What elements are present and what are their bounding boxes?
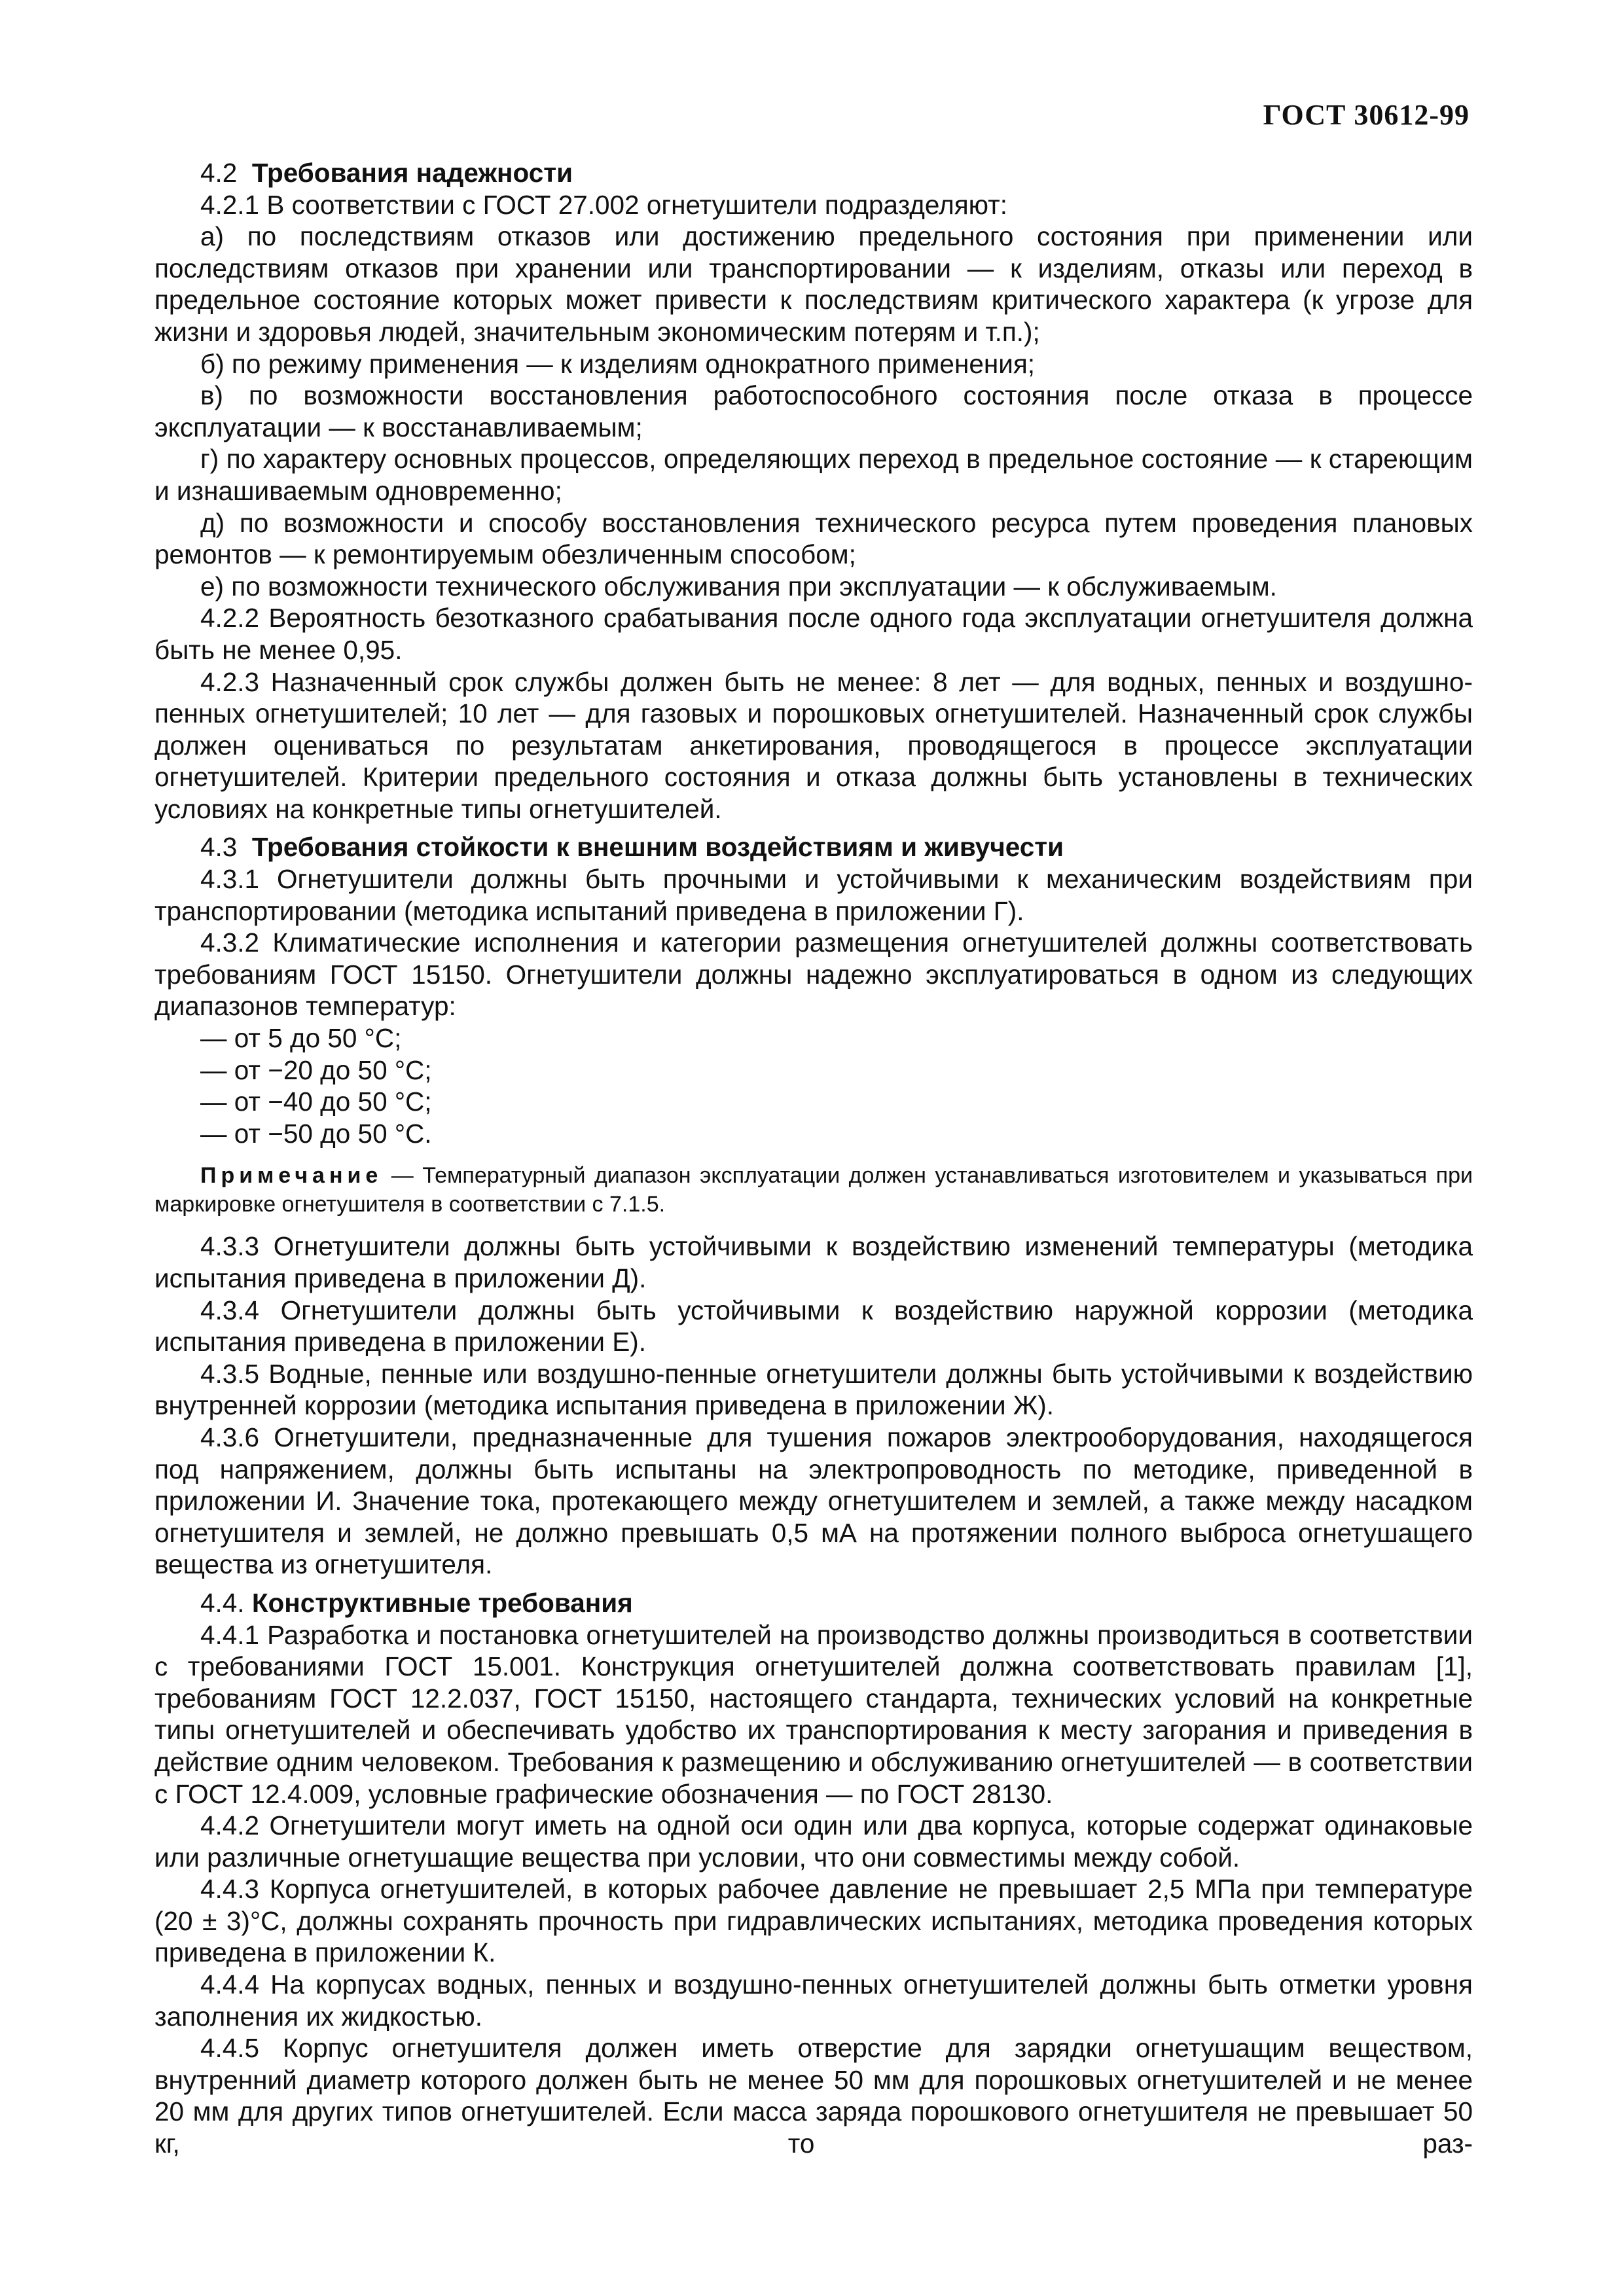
section-number: 4.4.: [200, 1587, 245, 1618]
paragraph-4-3-6: 4.3.6 Огнетушители, предназначенные для тушения пожаров электрооборудования, находящегося под напряжением, должны быть испытаны на электропроводность по методике, приведенной в приложении И. Значение тока, протекающего между огнетушителем и землей, а также между насадком огнетушителя и землей, не должно превышать 0,5 мА на протяжении полного выброса огнетушащего вещества из огнетушителя.: [154, 1422, 1473, 1580]
paragraph-4-2-1: 4.2.1 В соответствии с ГОСТ 27.002 огнетушители подразделяют:: [200, 189, 1007, 220]
paragraph-4-2-2: 4.2.2 Вероятность безотказного срабатывания после одного года эксплуатации огнетушителя должна быть не менее 0,95.: [154, 603, 1473, 665]
section-heading-4-4: [154, 1587, 1473, 1619]
standard-code-header: ГОСТ 30612-99: [1263, 99, 1470, 131]
paragraph-4-4-1: 4.4.1 Разработка и постановка огнетушителей на производство должны производиться в соответствии с требованиями ГОСТ 15.001. Конструкция огнетушителей должна соответствовать правилам [1], требованиям ГОСТ 12.2.037, ГОСТ 15150, настоящего стандарта, технических условий на конкретные типы огнетушителей и обеспечивать удобство их транспортирования к месту загорания и приведения в действие одним человеком. Требования к размещению и обслуживанию огнетушителей — в соответствии с ГОСТ 12.4.009, условные графические обозначения — по ГОСТ 28130.: [154, 1619, 1473, 1809]
section-title: Конструктивные требования: [251, 1587, 633, 1618]
temperature-range-item: — от 5 до 50 °С;: [200, 1023, 402, 1054]
paragraph-4-4-4: 4.4.4 На корпусах водных, пенных и воздушно-пенных огнетушителей должны быть отметки уровня заполнения их жидкостью.: [154, 1969, 1473, 2032]
note-label: Примечание: [200, 1163, 383, 1189]
paragraph-4-3-5: 4.3.5 Водные, пенные или воздушно-пенные огнетушители должны быть устойчивыми к воздействию внутренней коррозии (методика испытания приведена в приложении Ж).: [154, 1358, 1473, 1421]
list-item-v: в) по возможности восстановления работоспособного состояния после отказа в процессе эксплуатации — к восстанавливаемым;: [154, 380, 1473, 442]
paragraph-4-4-2: 4.4.2 Огнетушители могут иметь на одной оси один или два корпуса, которые содержат одинаковые или различные огнетушащие вещества при условии, что они совместимы между собой.: [154, 1810, 1473, 1873]
paragraph-4-3-1: 4.3.1 Огнетушители должны быть прочными и устойчивыми к механическим воздействиям при транспортировании (методика испытаний приведена в приложении Г).: [154, 864, 1473, 926]
paragraph-4-4-3: 4.4.3 Корпуса огнетушителей, в которых рабочее давление не превышает 2,5 МПа при температуре (20 ± 3)°С, должны сохранять прочность при гидравлических испытаниях, методика проведения которых приведена в приложении К.: [154, 1874, 1473, 1968]
section-heading-4-2: [154, 157, 1473, 189]
section-number: 4.2: [200, 158, 238, 188]
paragraph-4-4-5: 4.4.5 Корпус огнетушителя должен иметь отверстие для зарядки огнетушащим веществом, внутренний диаметр которого должен быть не менее 50 мм для порошковых огнетушителей и не менее 20 мм для других типов огнетушителей. Если масса заряда порошкового огнетушителя не превышает 50 кг, то раз-: [154, 2033, 1473, 2159]
list-item-d: д) по возможности и способу восстановления технического ресурса путем проведения плановых ремонтов — к ремонтируемым обезличенным способом;: [154, 507, 1473, 570]
list-item-b: б) по режиму применения — к изделиям однократного применения;: [200, 348, 1036, 379]
section-number: 4.3: [200, 832, 238, 863]
list-item-a: а) по последствиям отказов или достижению предельного состояния при применении или последствиям отказов при хранении или транспортировании — к изделиям, отказы или переход в предельное состояние которых может привести к последствиям критического характера (к угрозе для жизни и здоровья людей, значительным экономическим потерям и т.п.);: [154, 221, 1473, 347]
temperature-range-item: — от −40 до 50 °С;: [200, 1086, 432, 1117]
section-title: Требования надежности: [251, 158, 573, 188]
paragraph-4-3-4: 4.3.4 Огнетушители должны быть устойчивыми к воздействию наружной коррозии (методика испытания приведена в приложении Е).: [154, 1295, 1473, 1357]
note-text: — Температурный диапазон эксплуатации должен устанавливаться изготовителем и указываться при маркировке огнетушителя в соответствии с 7.1.5.: [154, 1163, 1473, 1217]
section-heading-4-3: [154, 831, 1473, 863]
document-body: [154, 157, 1473, 2160]
temperature-range-item: — от −50 до 50 °С.: [200, 1118, 432, 1149]
section-title: Требования стойкости к внешним воздействиям и живучести: [251, 832, 1064, 863]
list-item-e: е) по возможности технического обслуживания при эксплуатации — к обслуживаемым.: [200, 571, 1277, 601]
paragraph-4-3-3: 4.3.3 Огнетушители должны быть устойчивыми к воздействию изменений температуры (методика испытания приведена в приложении Д).: [154, 1231, 1473, 1293]
paragraph-4-2-3: 4.2.3 Назначенный срок службы должен быть не менее: 8 лет — для водных, пенных и воздушно-пенных огнетушителей; 10 лет — для газовых и порошковых огнетушителей. Назначенный срок службы должен оцениваться по результатам анкетирования, проводящегося в процессе эксплуатации огнетушителей. Критерии предельного состояния и отказа должны быть установлены в технических условиях на конкретные типы огнетушителей.: [154, 666, 1473, 824]
temperature-range-item: — от −20 до 50 °С;: [200, 1054, 432, 1085]
note: [154, 1161, 1473, 1219]
paragraph-4-3-2: 4.3.2 Климатические исполнения и категории размещения огнетушителей должны соответствовать требованиям ГОСТ 15150. Огнетушители должны надежно эксплуатироваться в одном из следующих диапазонов температур:: [154, 927, 1473, 1022]
list-item-g: г) по характеру основных процессов, определяющих переход в предельное состояние — к стареющим и изнашиваемым одновременно;: [154, 444, 1473, 506]
